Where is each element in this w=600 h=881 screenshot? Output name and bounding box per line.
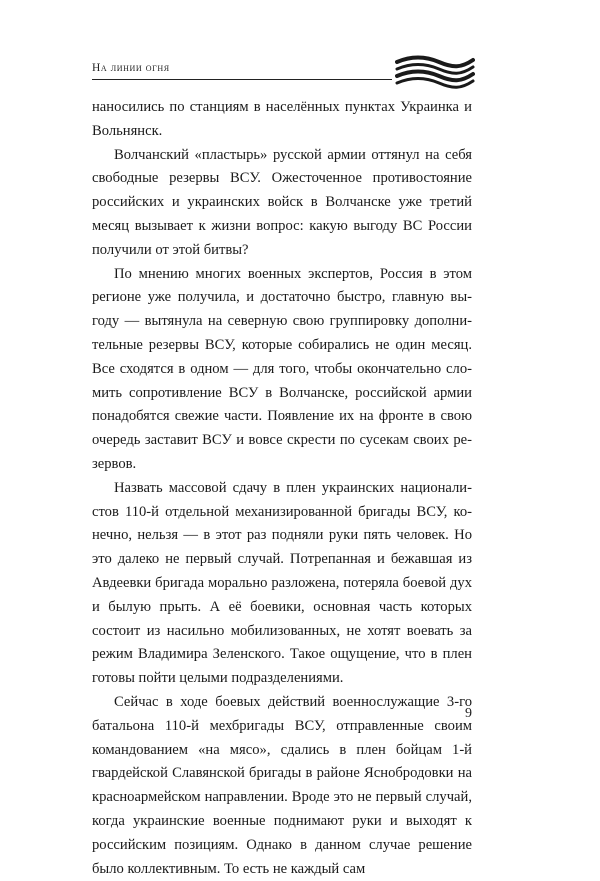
header-rule [92,79,392,80]
paragraph-4: Назвать массовой сдачу в плен украинских националистов 110-й отдельной механизированной бригады ВСУ, конечно, нельзя — в этот раз подняли руки пять человек. Но это далеко не первый случай. Потрепанная и бежавшая из Авдеевки бригада морально разложена, потеряла боевой дух и былую прыть. А её боевики, основная часть которых состоит из насильно мобилизованных, не хотят воевать за режим Владимира Зеленского. Такое ощущение, что в плен готовы пойти целыми подразделениями. [92,479,472,687]
wave-flag-ornament-icon [395,50,475,90]
paragraph-2: Волчанский «пластырь» русской армии оттянул на себя свободные резервы ВСУ. Ожесточенное противостояние российских и украинских войск в Волчанске уже третий месяц вызывает к жизни вопрос: какую выгоду ВС России получили от этой битвы? [92,146,472,258]
page-number: 9 [465,706,472,721]
body-text [92,96,472,881]
paragraph-5: Сейчас в ходе боевых действий военнослужащие 3-го батальона 110-й мехбригады ВСУ, отправленные своим командованием «на мясо», сдались в плен бойцам 1-й гвардейской Славянской бригады в районе Яснобродовки на красноармейском направлении. Вроде это не первый случай, когда украинские военные поднимают руки и выходят к российским позициям. Однако в данном случае решение было коллективным. То есть не каждый сам [92,693,472,877]
paragraph-1: наносились по станциям в населённых пунктах Украинка и Вольнянск. [92,99,472,139]
paragraph-3: По мнению многих военных экспертов, Россия в этом регионе уже получила, и достаточно быстро, главную выгоду — вытянула на северную свою группировку дополнительные резервы ВСУ, которые собирались не один месяц. Все сходятся в одном — для того, чтобы окончательно сломить сопротивление ВСУ в Волчанске, российской армии понадобятся свежие части. Появление их на фронте в свою очередь заставит ВСУ и вовсе скрести по сусекам своих резервов. [92,265,472,472]
running-header: На линии огня [92,62,170,74]
